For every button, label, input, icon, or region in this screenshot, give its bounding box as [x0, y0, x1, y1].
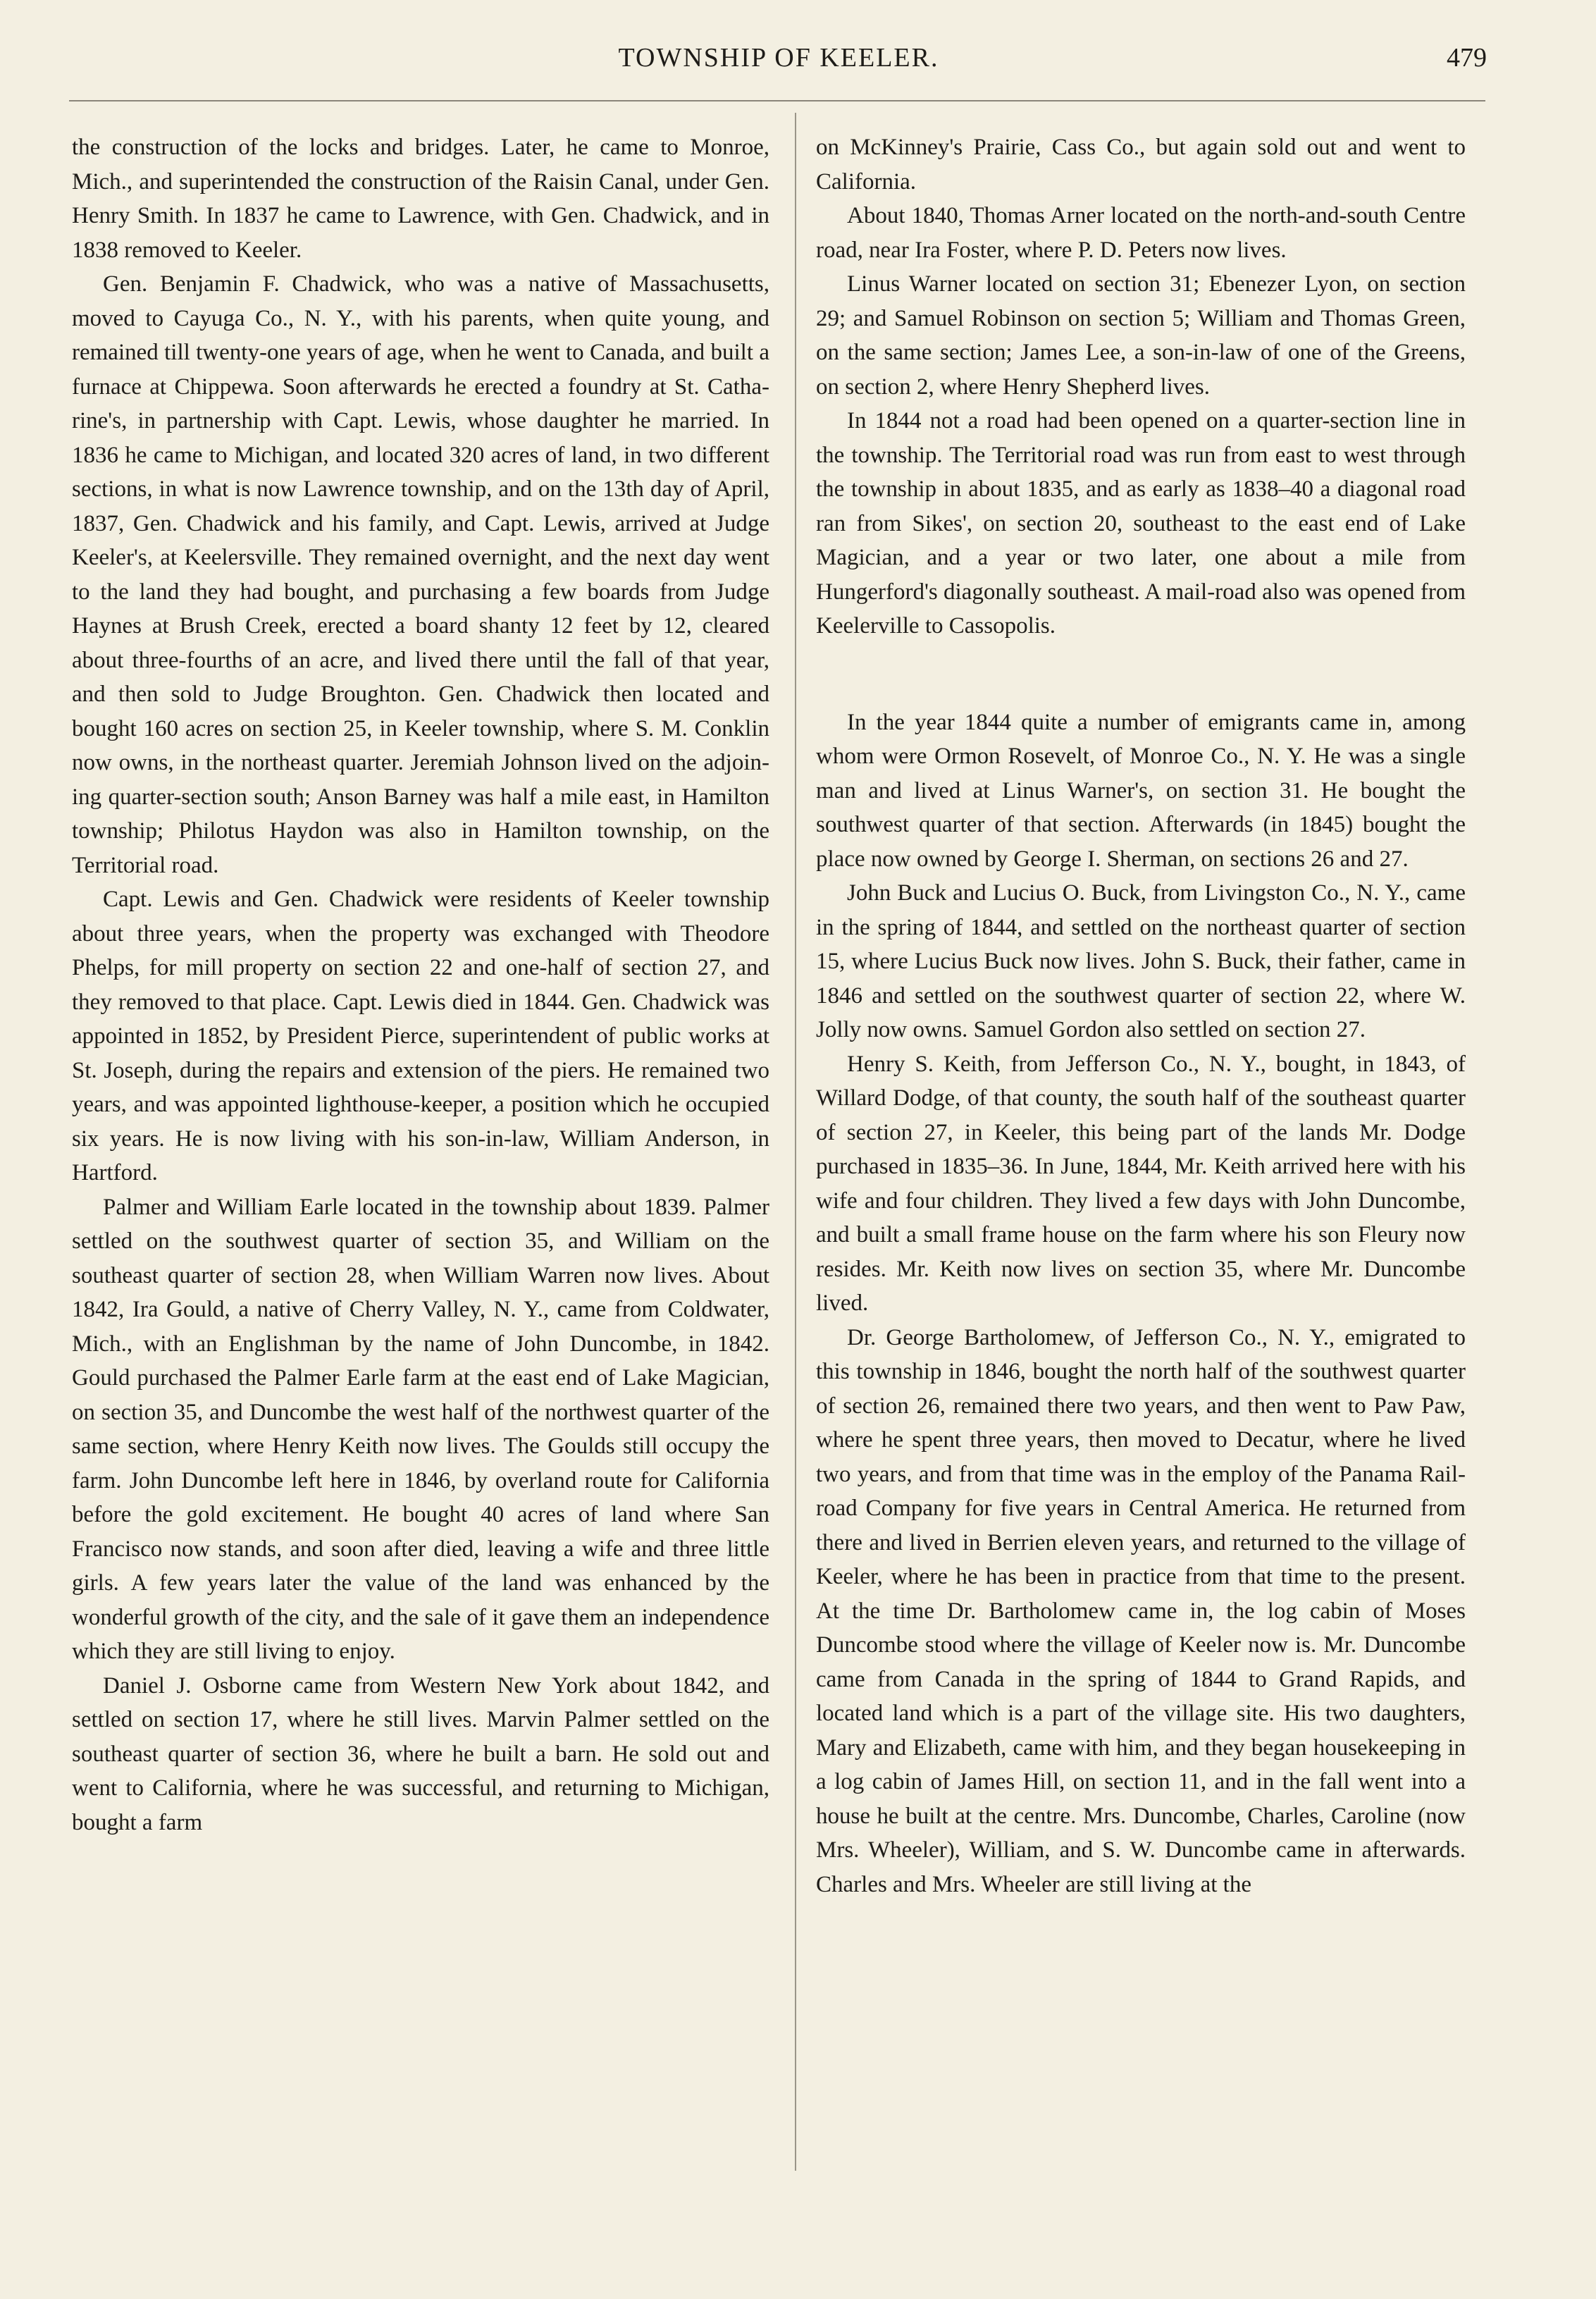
paragraph: Daniel J. Osborne came from Western New York about 1842, and settled on section 17, where he still lives. Marvin Palmer settled on the southeast quarter of section 36, where he built a barn. He sold out and went to California, where he was successful, and returning to Michigan, bought a farm — [72, 1672, 769, 1835]
paragraph: In 1844 not a road had been opened on a quarter-section line in the township. The Territorial road was run from east to west through the township in about 1835, and as early as 1838–40 a diagonal road ran from Sikes', on section 20, southeast to the east end of Lake Magician, and a year or two later, one about a mile from Hungerford's diagonally southeast. A mail-road also was opened from Keelerville to Cassopolis. — [816, 408, 1466, 639]
paragraph: About 1840, Thomas Arner located on the north-and-south Centre road, near Ira Foster, where P. D. Peters now lives. — [816, 203, 1466, 263]
paragraph: In the year 1844 quite a number of emigrants came in, among whom were Ormon Rosevelt, of Monroe Co., N. Y. He was a single man and lived at Linus Warner's, on section 31. He bought the southwest quarter of that section. Afterwards (in 1845) bought the place now owned by George I. Sherman, on sections 26 and 27. — [816, 709, 1466, 872]
paragraph: on McKinney's Prairie, Cass Co., but again sold out and went to California. — [816, 135, 1466, 195]
paragraph: John Buck and Lucius O. Buck, from Livingston Co., N. Y., came in the spring of 1844, and settled on the northeast quarter of section 15, where Lucius Buck now lives. John S. Buck, their father, came in 1846 and settled on the southwest quarter of section 22, where W. Jolly now owns. Samuel Gordon also settled on section 27. — [816, 880, 1466, 1042]
paragraph: Henry S. Keith, from Jefferson Co., N. Y., bought, in 1843, of Willard Dodge, of that county, the south half of the southeast quarter of section 27, in Keeler, this being part of the lands Mr. Dodge purchased in 1835–36. In June, 1844, Mr. Keith arrived here with his wife and four children. They lived a few days with John Duncombe, and built a small frame house on the farm where his son Fleury now resides. Mr. Keith now lives on section 35, where Mr. Duncombe lived. — [816, 1051, 1466, 1316]
paragraph: Gen. Benjamin F. Chadwick, who was a native of Massachusetts, moved to Cayuga Co., N. Y., with his parents, when quite young, and remained till twenty-one years of age, when he went to Canada, and built a furnace at Chippewa. Soon afterwards he erected a foundry at St. Catharine's, in partnership with Capt. Lewis, whose daughter he married. In 1836 he came to Michigan, and located 320 acres of land, in two different sections, in what is now Lawrence township, and on the 13th day of April, 1837, Gen. Chadwick and his family, and Capt. Lewis, arrived at Judge Keeler's, at Keelersville. They remained overnight, and the next day went to the land they had bought, and purchasing a few boards from Judge Haynes at Brush Creek, erected a board shanty 12 feet by 12, cleared about three-fourths of an acre, and lived there until the fall of that year, and then sold to Judge Broughton. Gen. Chadwick then located and bought 160 acres on section 25, in Keeler township, where S. M. Conklin now owns, in the northeast quarter. Jeremiah Johnson lived on the adjoining quarter-section south; Anson Barney was half a mile east, in Hamilton township; Philotus Haydon was also in Hamilton township, on the Territorial road. — [72, 271, 769, 878]
paragraph: Dr. George Bartholomew, of Jefferson Co., N. Y., emigrated to this township in 1846, bought the north half of the southwest quarter of section 26, remained there two years, and then went to Paw Paw, where he spent three years, then moved to Decatur, where he lived two years, and from that time was in the employ of the Panama Railroad Company for five years in Central America. He returned from there and lived in Berrien eleven years, and returned to the village of Keeler, where he has been in practice from that time to the present. At the time Dr. Bartholomew came in, the log cabin of Moses Duncombe stood where the village of Keeler now is. Mr. Duncombe came from Canada in the spring of 1844 to Grand Rapids, and located land which is a part of the village site. His two daughters, Mary and Elizabeth, came with him, and they began housekeeping in a log cabin of James Hill, on section 11, and in the fall went into a house he built at the centre. Mrs. Duncombe, Charles, Caroline (now Mrs. Wheeler), William, and S. W. Duncombe came in afterwards. Charles and Mrs. Wheeler are still living at the — [816, 1324, 1466, 1897]
header-rule — [69, 100, 1485, 101]
page-header — [70, 42, 1487, 85]
paragraph: Palmer and William Earle located in the township about 1839. Palmer settled on the southwest quarter of section 35, and William on the southeast quarter of section 28, when William Warren now lives. About 1842, Ira Gould, a native of Cherry Valley, N. Y., came from Coldwater, Mich., with an Englishman by the name of John Duncombe, in 1842. Gould purchased the Palmer Earle farm at the east end of Lake Magician, on section 35, and Duncombe the west half of the northwest quarter of the same section, where Henry Keith now lives. The Goulds still occupy the farm. John Duncombe left here in 1846, by overland route for California before the gold excitement. He bought 40 acres of land where San Francisco now stands, and soon after died, leaving a wife and three little girls. A few years later the value of the land was enhanced by the wonderful growth of the city, and the sale of it gave them an independence which they are still living to enjoy. — [72, 1194, 769, 1664]
column-divider — [795, 113, 796, 2171]
page-number: 479 — [1447, 43, 1487, 73]
paragraph: Linus Warner located on section 31; Ebenezer Lyon, on section 29; and Samuel Robinson on section 5; William and Thomas Green, on the same section; James Lee, a son-in-law of one of the Greens, on section 2, where Henry Shepherd lives. — [816, 271, 1466, 400]
right-column — [816, 130, 1466, 1902]
paragraph: Capt. Lewis and Gen. Chadwick were residents of Keeler township about three years, when the property was exchanged with Theodore Phelps, for mill property on section 22 and one-half of section 27, and they removed to that place. Capt. Lewis died in 1844. Gen. Chadwick was appointed in 1852, by President Pierce, superintendent of public works at St. Joseph, during the repairs and extension of the piers. He remained two years, and was appointed lighthouse-keeper, a position which he occupied six years. He is now living with his son-in-law, William Anderson, in Hartford. — [72, 887, 769, 1185]
paragraph: the construction of the locks and bridges. Later, he came to Monroe, Mich., and superintended the construction of the Raisin Canal, under Gen. Henry Smith. In 1837 he came to Lawrence, with Gen. Chadwick, and in 1838 removed to Keeler. — [72, 135, 769, 263]
left-column — [72, 130, 769, 1839]
running-title: TOWNSHIP OF KEELER. — [618, 43, 939, 73]
